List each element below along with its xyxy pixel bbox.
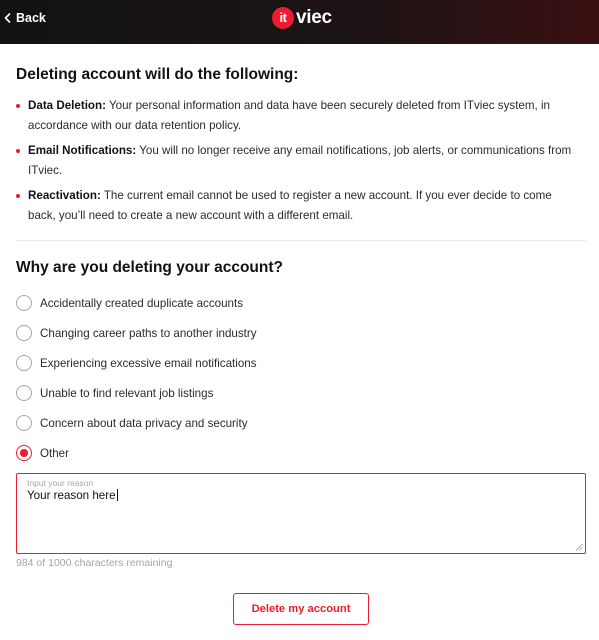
consequence-term: Reactivation: <box>28 189 101 202</box>
consequence-item <box>16 141 576 181</box>
delete-account-card <box>0 44 599 640</box>
reason-textarea[interactable] <box>16 473 586 554</box>
option-other[interactable] <box>16 438 576 468</box>
option-label: Unable to find relevant job listings <box>40 386 214 400</box>
option-label: Concern about data privacy and security <box>40 416 248 430</box>
survey-title: Why are you deleting your account? <box>16 259 283 276</box>
text-caret <box>117 489 118 501</box>
option-no-relevant-jobs[interactable] <box>16 378 576 408</box>
consequences-title: Deleting account will do the following: <box>16 66 299 83</box>
reason-label: Input your reason <box>27 478 94 488</box>
back-button[interactable] <box>4 9 46 27</box>
radio-button[interactable] <box>16 325 32 341</box>
radio-button[interactable] <box>16 355 32 371</box>
option-label: Changing career paths to another industry <box>40 326 257 340</box>
back-label: Back <box>16 11 46 25</box>
consequence-text: The current email cannot be used to register a new account. If you ever decide to come back, you’ll need to create a new account with a different email. <box>28 189 552 222</box>
reason-input[interactable] <box>27 489 575 502</box>
consequence-text: You will no longer receive any email notifications, job alerts, or communications from ITviec. <box>28 144 572 177</box>
section-divider <box>16 240 586 241</box>
consequence-text: Your personal information and data have been securely deleted from ITviec system, in accordance with our data retention policy. <box>28 99 550 132</box>
radio-button[interactable] <box>16 295 32 311</box>
option-duplicate-accounts[interactable] <box>16 288 576 318</box>
option-excessive-emails[interactable] <box>16 348 576 378</box>
radio-button[interactable] <box>16 415 32 431</box>
consequence-item <box>16 186 576 226</box>
option-label: Accidentally created duplicate accounts <box>40 296 244 310</box>
resize-handle-icon[interactable] <box>575 543 583 551</box>
reason-value: Your reason here <box>27 489 116 502</box>
radio-button-selected[interactable] <box>16 445 32 461</box>
top-bar <box>0 0 599 44</box>
consequence-term: Email Notifications: <box>28 144 137 157</box>
option-changing-career[interactable] <box>16 318 576 348</box>
chevron-left-icon <box>4 13 11 23</box>
delete-account-button[interactable]: Delete my account <box>233 593 369 625</box>
option-label: Experiencing excessive email notifications <box>40 356 257 370</box>
consequence-term: Data Deletion: <box>28 99 106 112</box>
consequence-item <box>16 96 576 136</box>
logo-badge: it <box>272 7 294 29</box>
character-counter: 984 of 1000 characters remaining <box>16 557 173 569</box>
option-data-privacy[interactable] <box>16 408 576 438</box>
reason-options <box>16 288 576 468</box>
logo-text: viec <box>296 7 332 28</box>
consequences-list <box>16 96 576 231</box>
option-label: Other <box>40 446 69 460</box>
itviec-logo[interactable] <box>272 5 332 31</box>
radio-button[interactable] <box>16 385 32 401</box>
